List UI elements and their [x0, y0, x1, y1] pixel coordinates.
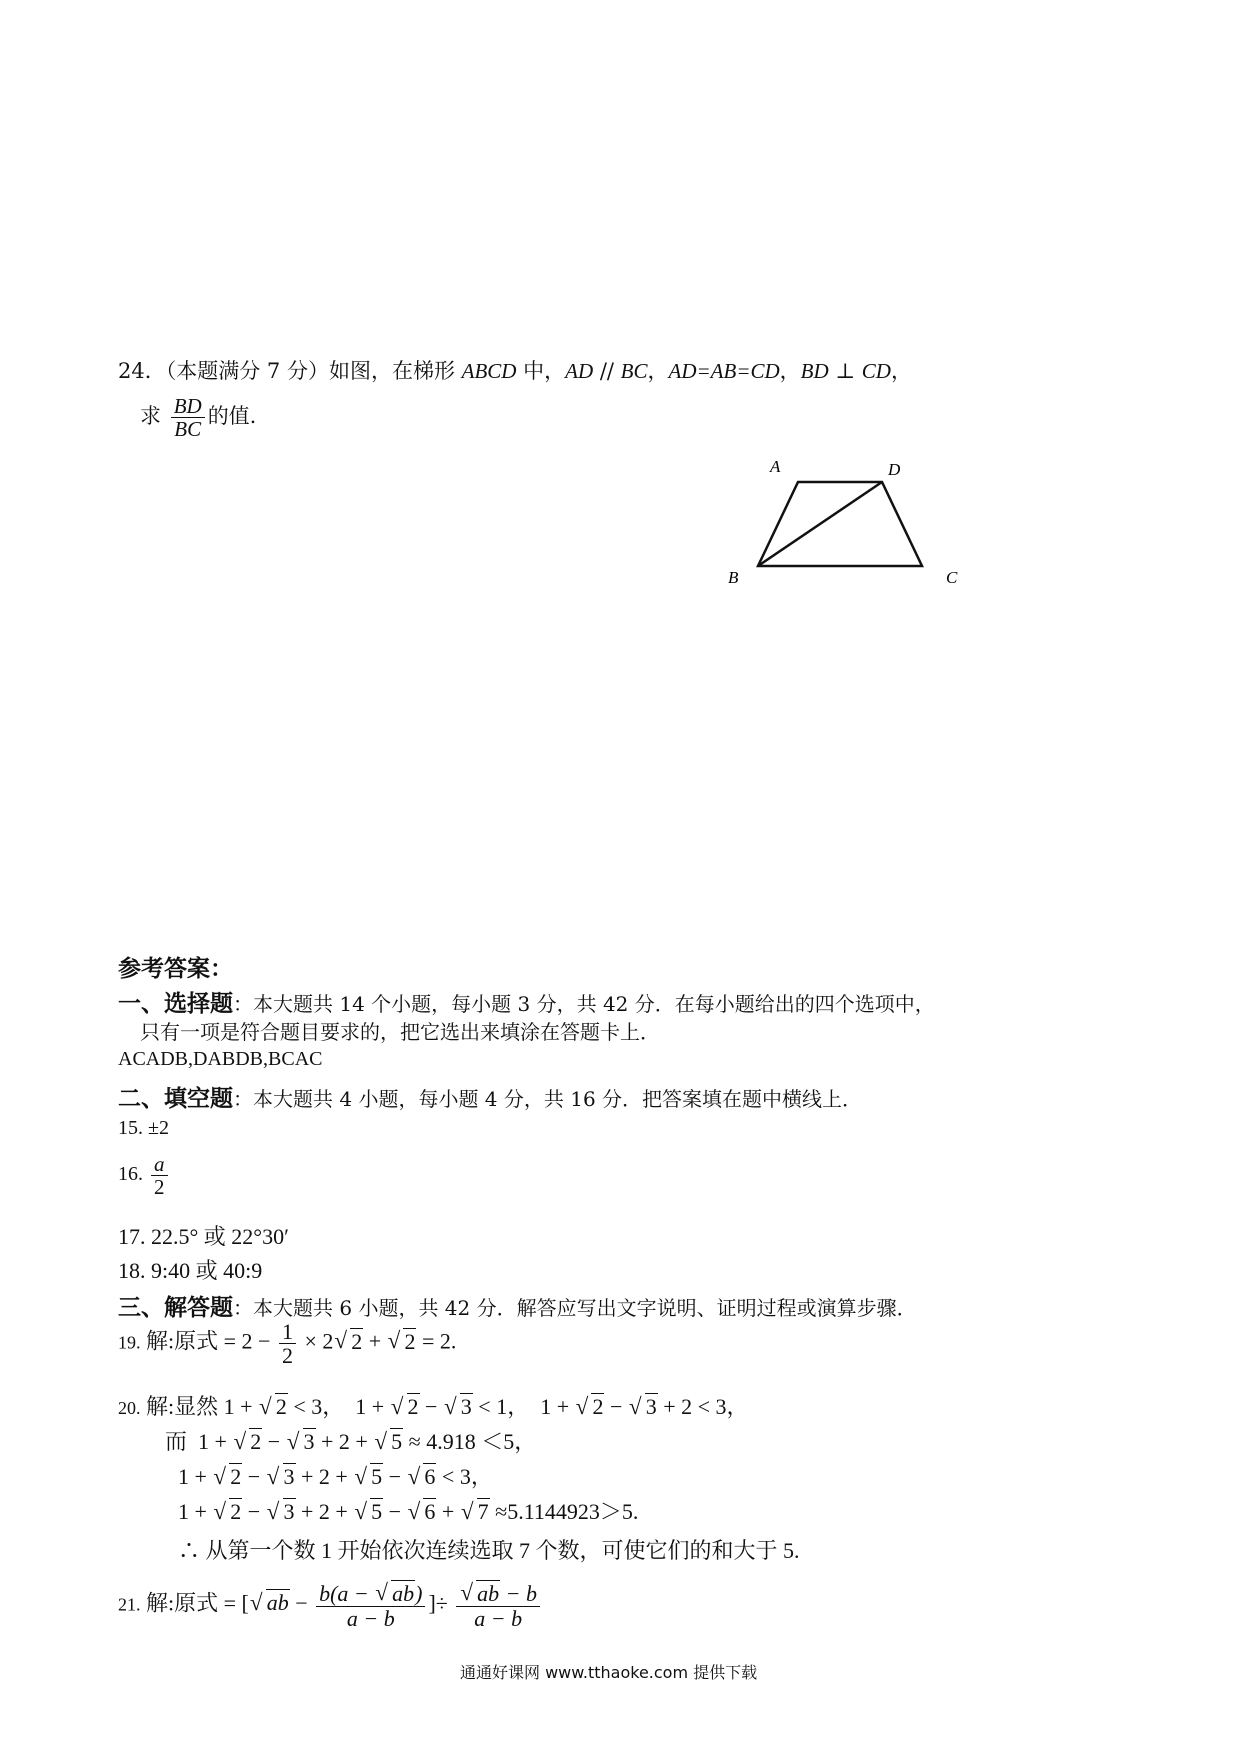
section-desc: ：本大题共 14 个小题，每小题 3 分，共 42 分．在每小题给出的四个选项中， — [233, 992, 935, 1016]
sqrt: √ 3 — [629, 1393, 658, 1420]
sqrt: √ 6 — [408, 1463, 437, 1490]
answer-20-line3: 1 + √ 2 − √ 3 + 2 + √ 5 − √ 6 < 3， — [178, 1460, 493, 1491]
answer-20-line2: 而 1 + √ 2 − √ 3 + 2 + √ 5 ≈ 4.918 ＜5， — [165, 1425, 536, 1456]
answer-18: 18. 9:40 或 40:9 — [118, 1258, 263, 1283]
fraction: √ $\frac{ab - b}{a - b}$ — [456, 1580, 540, 1630]
diagonal-bd — [758, 482, 882, 566]
math-text: ≈ 4.918 ＜5， — [408, 1429, 537, 1454]
trapezoid-figure — [710, 445, 970, 595]
label-d: D — [888, 460, 901, 479]
footer-text: 通通好课网 www.tthaoke.com 提供下载 — [460, 1663, 758, 1682]
math-text: + — [363, 1328, 387, 1354]
frac-numerator: 1 — [279, 1320, 296, 1344]
answer-label: 20. — [118, 1398, 141, 1418]
radicand: 2 — [404, 1328, 416, 1354]
sqrt: √ 5 — [354, 1463, 383, 1490]
sqrt: √ 5 — [354, 1498, 383, 1525]
sqrt: √ 6 — [408, 1498, 437, 1525]
text: 的值. — [207, 404, 257, 429]
frac-denominator: 2 — [281, 1343, 293, 1369]
answers-heading: 参考答案： — [118, 956, 233, 982]
section-title: 二、填空题 — [118, 1086, 233, 1112]
text: ， — [890, 359, 912, 383]
perp-symbol: ⊥ — [828, 359, 862, 383]
question-24-line2 — [140, 395, 256, 440]
label-c: C — [946, 568, 958, 587]
answer-15: 15. ±2 — [118, 1117, 169, 1139]
frac-denominator: 2 — [154, 1175, 165, 1200]
question-number: 24． — [118, 359, 166, 383]
section-1-desc-line2: 只有一项是符合题目要求的，把它选出来填涂在答题卡上． — [140, 1020, 660, 1044]
label-b: B — [728, 568, 739, 587]
frac-denominator: BC — [174, 417, 202, 442]
segment: BC — [620, 359, 648, 383]
question-text: （本题满分 7 分）如图，在梯形 — [165, 359, 462, 383]
sqrt: √ 3 — [287, 1428, 316, 1455]
section-title: 一、选择题 — [118, 991, 233, 1017]
math-text: 而 — [165, 1429, 188, 1454]
sqrt — [334, 1328, 363, 1355]
trapezoid-name: ABCD — [461, 359, 517, 383]
frac-numerator: a — [151, 1153, 168, 1176]
sqrt: √ 2 — [213, 1463, 242, 1490]
fraction-1-2 — [279, 1320, 296, 1367]
sqrt: √ 2 — [259, 1393, 288, 1420]
section-desc: ：本大题共 6 小题，共 42 分．解答应写出文字说明、证明过程或演算步骤． — [233, 1296, 917, 1320]
answer-label: 19. — [118, 1332, 141, 1353]
sqrt: √ 3 — [444, 1393, 473, 1420]
section-1-header — [118, 985, 935, 1018]
answer-20-line1: 20. 解:显然 1 + √ 2 < 3， 1 + √ 2 − √ 3 < 1， 1 + √ 2 − √ 3 + 2 < 3， — [118, 1390, 749, 1421]
text: ， — [647, 359, 669, 383]
answer-21: 21. 解:原式 = [√ ab − $\frac{b(a - √ ab)}{a - b}$ ]÷ √ $\frac{ab - b}{a - b}$ — [118, 1580, 543, 1630]
section-1-answer: ACADB,DABDB,BCAC — [118, 1048, 323, 1070]
segment: AD — [565, 359, 594, 383]
sqrt: √ ab — [250, 1589, 290, 1616]
frac-numerator: BD — [171, 395, 205, 418]
math-text: × 2 — [298, 1328, 334, 1354]
sqrt: √ 3 — [267, 1463, 296, 1490]
math-text: 解:显然 — [146, 1394, 219, 1419]
math-text: ]÷ — [428, 1590, 448, 1616]
sqrt: √ 2 — [213, 1498, 242, 1525]
radicand: 2 — [351, 1328, 363, 1354]
section-desc: ：本大题共 4 小题，每小题 4 分，共 16 分．把答案填在题中横线上． — [233, 1087, 863, 1111]
answer-label: 21. — [118, 1594, 141, 1615]
math-text: ≈5.1144923＞5. — [495, 1499, 639, 1524]
answer-label: 16. — [118, 1163, 143, 1186]
section-2-header — [118, 1080, 862, 1113]
sqrt: √ 2 — [391, 1393, 420, 1420]
section-title: 三、解答题 — [118, 1295, 233, 1321]
math-text: 解:原式 = [ — [146, 1590, 249, 1616]
fraction-bd-bc — [171, 395, 205, 440]
answer-19 — [118, 1320, 456, 1367]
math-text: 解:原式 = 2 − — [146, 1328, 276, 1354]
section-3-header — [118, 1289, 917, 1322]
sqrt: √ 5 — [374, 1428, 403, 1455]
text: ， — [779, 359, 801, 383]
segment: CD — [861, 359, 891, 383]
math-text: = 2. — [416, 1328, 457, 1354]
answer-17: 17. 22.5° 或 22°30′ — [118, 1224, 289, 1249]
question-24-line1 — [118, 355, 912, 385]
segment: BD — [800, 359, 829, 383]
trapezoid-outline — [758, 482, 922, 566]
parallel-symbol: // — [593, 359, 621, 383]
text: 求 — [140, 404, 168, 429]
sqrt: √ 3 — [267, 1498, 296, 1525]
fraction-a-2 — [151, 1153, 168, 1198]
sqrt: √ 7 — [461, 1498, 490, 1525]
answer-20-line4: 1 + √ 2 − √ 3 + 2 + √ 5 − √ 6 + √ 7 ≈5.1144923＞5. — [178, 1495, 638, 1526]
sqrt: √ 2 — [576, 1393, 605, 1420]
sqrt — [388, 1328, 417, 1355]
label-a: A — [770, 457, 781, 476]
sqrt: √ 2 — [233, 1428, 262, 1455]
fraction: $\frac{b(a - √ ab)}{a - b}$ — [316, 1580, 425, 1630]
condition: AD=AB=CD — [668, 359, 780, 383]
answer-20-conclusion: ∴ 从第一个数 1 开始依次连续选取 7 个数，可使它们的和大于 5. — [178, 1538, 800, 1563]
text: 中， — [516, 359, 566, 383]
answer-16 — [118, 1153, 171, 1198]
